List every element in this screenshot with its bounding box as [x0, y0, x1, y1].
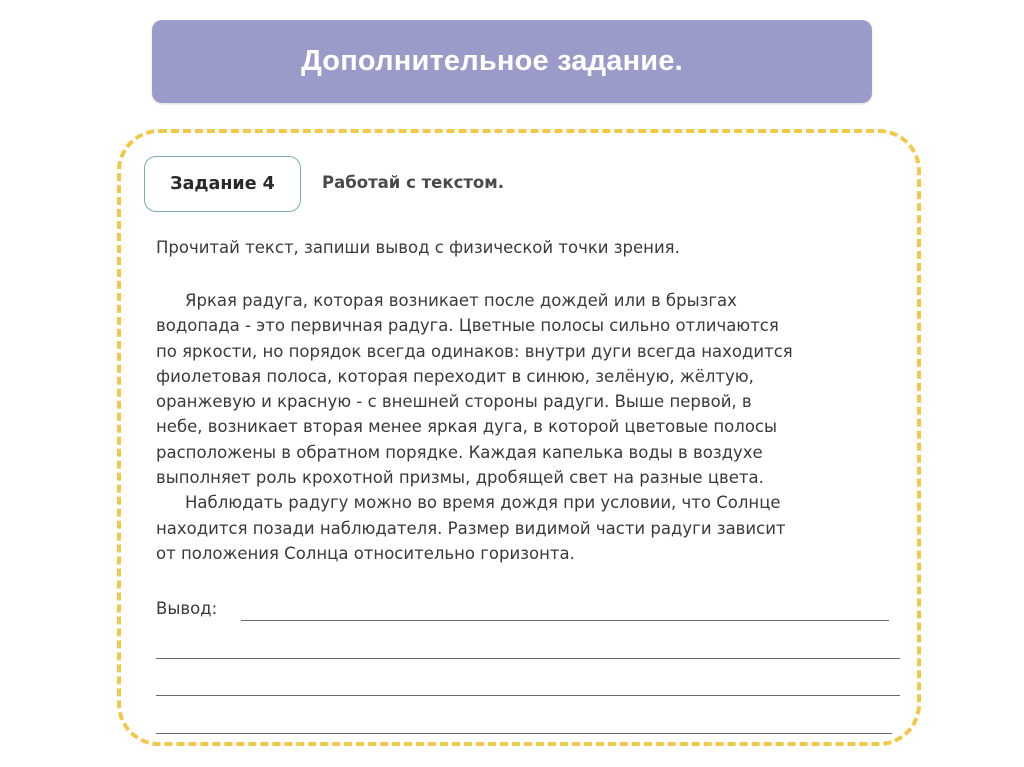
slide-title: Дополнительное задание.: [301, 45, 683, 77]
passage-line: водопада - это первичная радуга. Цветные полосы сильно отличаются: [156, 316, 779, 336]
task-instruction: Работай с текстом.: [322, 173, 504, 192]
answer-line-4[interactable]: [156, 733, 892, 734]
passage-line: фиолетовая полоса, которая переходит в синюю, зелёную, жёлтую,: [156, 366, 754, 386]
passage-line: находится позади наблюдателя. Размер видимой части радуги зависит: [156, 518, 786, 538]
passage-line: оранжевую и красную - с внешней стороны радуги. Выше первой, в: [156, 392, 752, 412]
task-prompt: Прочитай текст, запиши вывод с физической точки зрения.: [156, 238, 680, 257]
passage-line: Яркая радуга, которая возникает после дождей или в брызгах: [185, 291, 737, 310]
conclusion-label: Вывод:: [156, 599, 218, 618]
passage-line: по яркости, но порядок всегда одинаков: внутри дуги всегда находится: [156, 341, 793, 361]
passage-line: расположены в обратном порядке. Каждая капелька воды в воздухе: [156, 442, 763, 462]
answer-line-2[interactable]: [156, 658, 900, 659]
passage-line: небе, возникает вторая менее яркая дуга, в которой цветовые полосы: [156, 417, 778, 437]
title-banner: [152, 20, 872, 103]
passage-line: выполняет роль крохотной призмы, дробящей свет на разные цвета.: [156, 468, 764, 488]
passage-line: Наблюдать радугу можно во время дождя при условии, что Солнце: [185, 493, 781, 513]
answer-line-3[interactable]: [156, 695, 900, 696]
answer-line-1[interactable]: [241, 620, 889, 621]
reading-passage: [156, 288, 916, 566]
task-number-badge: [144, 156, 301, 212]
task-number-label: Задание 4: [170, 174, 275, 194]
passage-line: от положения Солнца относительно горизонта.: [156, 543, 575, 563]
